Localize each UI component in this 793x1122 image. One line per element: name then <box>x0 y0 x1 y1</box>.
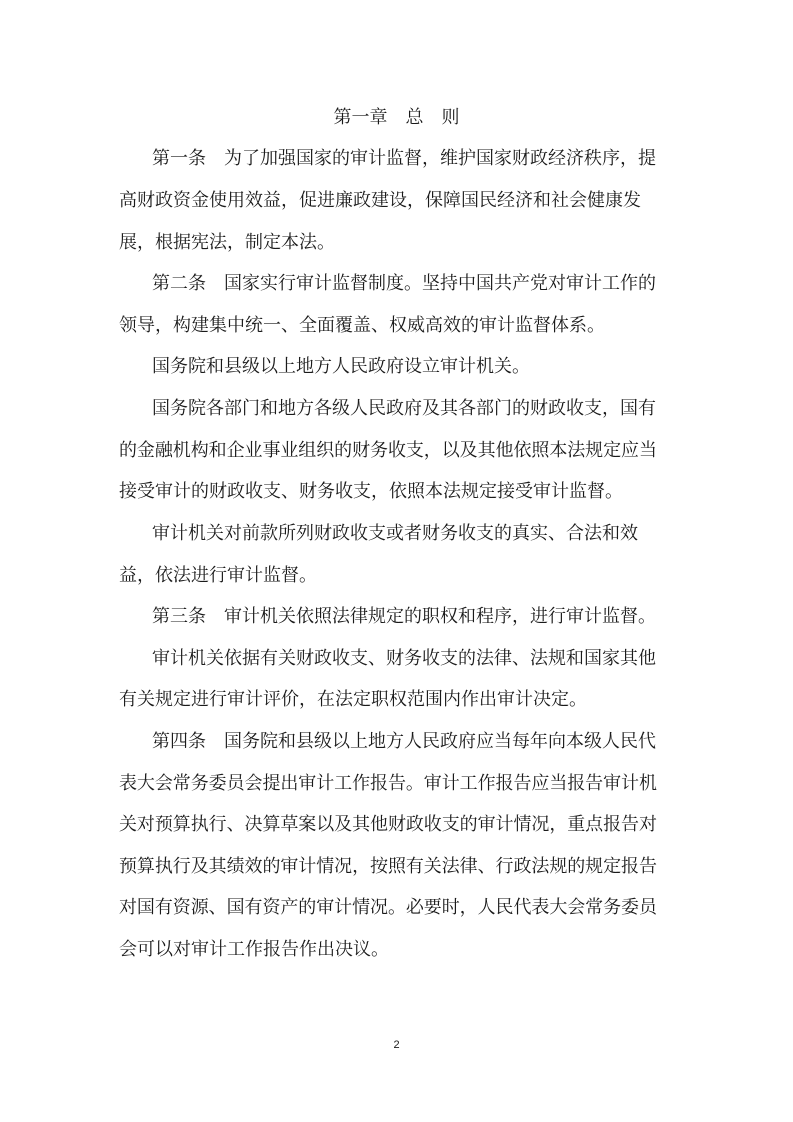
text-line: 关对预算执行、决算草案以及其他财政收支的审计情况，重点报告对 <box>119 814 657 835</box>
text-line: 第三条 审计机关依照法律规定的职权和程序，进行审计监督。 <box>152 606 656 627</box>
chapter-title-text: 第一章 总 则 <box>333 107 460 128</box>
text-line: 预算执行及其绩效的审计情况，按照有关法律、行政法规的规定报告 <box>119 856 657 877</box>
text-line: 国务院和县级以上地方人民政府设立审计机关。 <box>152 356 530 377</box>
text-line: 会可以对审计工作报告作出决议。 <box>119 939 389 960</box>
text-line: 对国有资源、国有资产的审计情况。必要时，人民代表大会常务委员 <box>119 897 657 918</box>
text-line: 益，依法进行审计监督。 <box>119 565 317 586</box>
text-line: 第四条 国务院和县级以上地方人民政府应当每年向本级人民代 <box>152 731 656 752</box>
text-line: 第二条 国家实行审计监督制度。坚持中国共产党对审计工作的 <box>152 273 656 294</box>
text-line: 审计机关依据有关财政收支、财务收支的法律、法规和国家其他 <box>152 648 656 669</box>
text-line: 领导，构建集中统一、全面覆盖、权威高效的审计监督体系。 <box>119 315 605 336</box>
page-number: 2 <box>393 1039 400 1051</box>
text-line: 国务院各部门和地方各级人民政府及其各部门的财政收支，国有 <box>152 398 656 419</box>
text-line: 展，根据宪法，制定本法。 <box>119 232 335 253</box>
text-line: 表大会常务委员会提出审计工作报告。审计工作报告应当报告审计机 <box>119 773 657 794</box>
text-line: 高财政资金使用效益，促进廉政建设，保障国民经济和社会健康发 <box>119 190 641 211</box>
text-line: 的金融机构和企业事业组织的财务收支，以及其他依照本法规定应当 <box>119 440 657 461</box>
text-line: 有关规定进行审计评价，在法定职权范围内作出审计决定。 <box>119 689 587 710</box>
chapter-title <box>0 106 793 130</box>
text-line: 审计机关对前款所列财政收支或者财务收支的真实、合法和效 <box>152 523 638 544</box>
text-line: 第一条 为了加强国家的审计监督，维护国家财政经济秩序，提 <box>152 148 656 169</box>
text-line: 接受审计的财政收支、财务收支，依照本法规定接受审计监督。 <box>119 481 623 502</box>
